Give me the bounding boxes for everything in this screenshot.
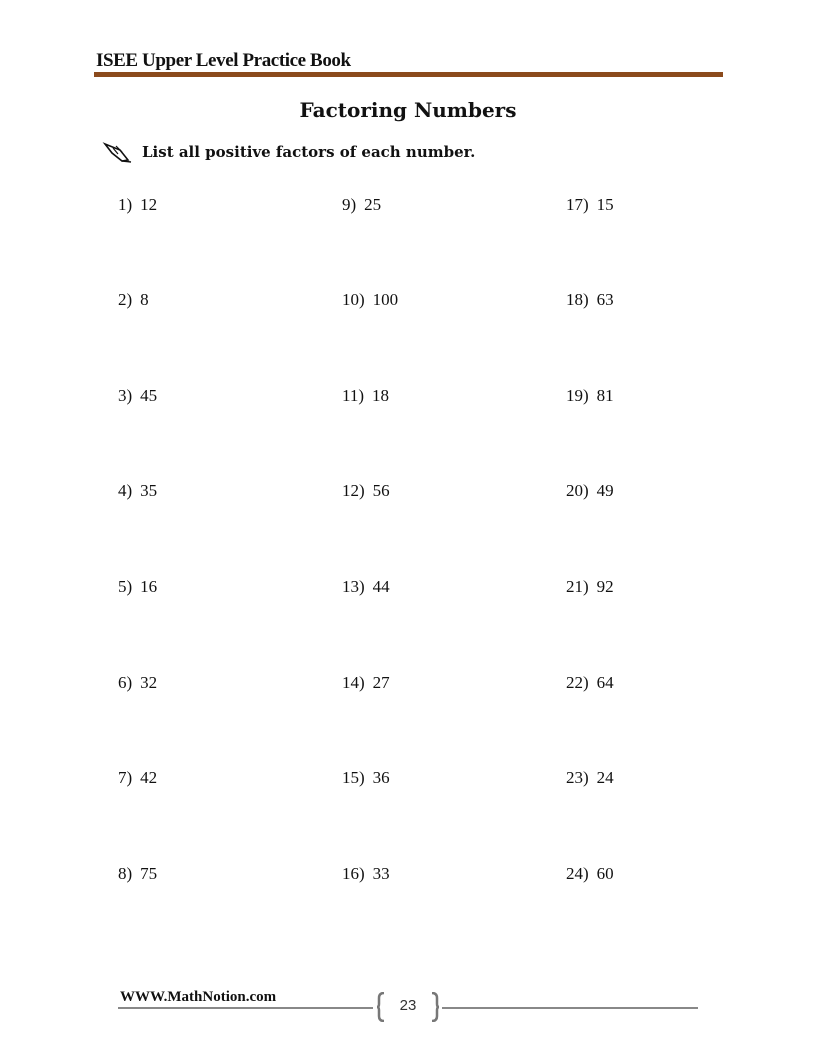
- problem-value: 49: [596, 481, 614, 500]
- problem-value: 100: [372, 290, 399, 309]
- problem-number: 7): [118, 768, 133, 787]
- pencil-icon: [102, 140, 134, 164]
- problem-value: 33: [372, 864, 390, 883]
- problem-value: 32: [140, 673, 158, 692]
- problem-value: 45: [140, 386, 158, 405]
- problem-item: [342, 673, 390, 693]
- problem-value: 18: [372, 386, 390, 405]
- problem-value: 24: [596, 768, 614, 787]
- problem-item: [342, 768, 390, 788]
- problem-value: 35: [140, 481, 158, 500]
- problem-item: [342, 864, 390, 884]
- problem-value: 36: [372, 768, 390, 787]
- problem-value: 64: [596, 673, 614, 692]
- problem-item: [566, 768, 614, 788]
- problem-number: 4): [118, 481, 133, 500]
- header-divider: [94, 72, 723, 77]
- problem-value: 8: [140, 290, 149, 309]
- problem-item: [118, 195, 157, 215]
- footer-divider-right: [442, 1007, 698, 1009]
- footer-website: WWW.MathNotion.com: [120, 989, 277, 1005]
- problem-number: 13): [342, 577, 365, 596]
- problem-number: 10): [342, 290, 365, 309]
- page-number: 23: [399, 997, 417, 1014]
- problem-number: 17): [566, 195, 589, 214]
- problem-item: [118, 864, 157, 884]
- problem-item: [566, 290, 614, 310]
- problem-item: [342, 195, 381, 215]
- problem-number: 9): [342, 195, 357, 214]
- problem-number: 3): [118, 386, 133, 405]
- problem-item: [118, 290, 149, 310]
- problem-value: 60: [596, 864, 614, 883]
- problem-number: 15): [342, 768, 365, 787]
- problem-item: [566, 195, 614, 215]
- footer-bracket-right: [430, 992, 440, 1022]
- problem-value: 42: [140, 768, 158, 787]
- problem-item: [566, 673, 614, 693]
- problem-number: 5): [118, 577, 133, 596]
- page-title: Factoring Numbers: [299, 98, 517, 122]
- problem-number: 20): [566, 481, 589, 500]
- problem-item: [566, 481, 614, 501]
- problem-number: 12): [342, 481, 365, 500]
- problem-value: 25: [364, 195, 382, 214]
- problem-number: 19): [566, 386, 589, 405]
- problem-number: 24): [566, 864, 589, 883]
- problem-number: 22): [566, 673, 589, 692]
- problem-value: 16: [140, 577, 158, 596]
- problem-item: [118, 386, 157, 406]
- problem-item: [342, 481, 390, 501]
- problem-value: 81: [596, 386, 614, 405]
- problem-item: [342, 577, 390, 597]
- problem-value: 27: [372, 673, 390, 692]
- problem-number: 1): [118, 195, 133, 214]
- problem-number: 21): [566, 577, 589, 596]
- problem-item: [342, 290, 398, 310]
- problem-item: [342, 386, 389, 406]
- problem-item: [118, 768, 157, 788]
- problem-item: [118, 577, 157, 597]
- footer-bracket-left: [376, 992, 386, 1022]
- problem-number: 16): [342, 864, 365, 883]
- problem-number: 23): [566, 768, 589, 787]
- footer-divider-left: [118, 1007, 373, 1009]
- problem-number: 14): [342, 673, 365, 692]
- problem-number: 18): [566, 290, 589, 309]
- problem-value: 75: [140, 864, 158, 883]
- problem-value: 92: [596, 577, 614, 596]
- problem-value: 56: [372, 481, 390, 500]
- instruction-text: List all positive factors of each number.: [142, 143, 476, 161]
- problem-item: [118, 481, 157, 501]
- problem-value: 12: [140, 195, 158, 214]
- problem-item: [566, 864, 614, 884]
- problem-value: 44: [372, 577, 390, 596]
- problem-number: 8): [118, 864, 133, 883]
- problem-value: 63: [596, 290, 614, 309]
- problem-number: 2): [118, 290, 133, 309]
- problem-item: [566, 386, 614, 406]
- problem-item: [566, 577, 614, 597]
- problem-item: [118, 673, 157, 693]
- book-title: ISEE Upper Level Practice Book: [96, 50, 351, 71]
- instruction: [102, 140, 475, 164]
- problem-number: 11): [342, 386, 365, 405]
- problem-number: 6): [118, 673, 133, 692]
- problem-value: 15: [596, 195, 614, 214]
